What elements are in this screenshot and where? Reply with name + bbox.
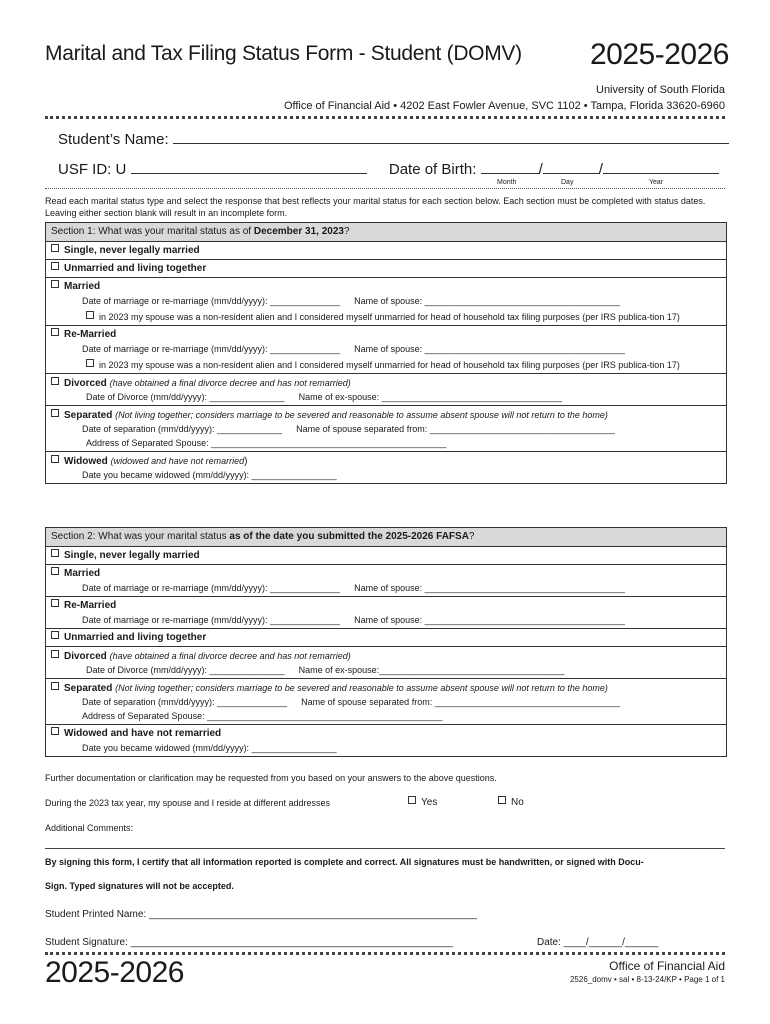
- comments-line[interactable]: [45, 848, 725, 849]
- s1-remarried-date-field[interactable]: Date of marriage or re-marriage (mm/dd/yyyy): ______________: [82, 344, 341, 354]
- s2-single-checkbox[interactable]: [51, 549, 59, 557]
- dob-label: Date of Birth:: [388, 161, 477, 178]
- footer-year: 2025-2026: [45, 956, 184, 989]
- student-signature-field[interactable]: Student Signature: __________________________________________________________: [45, 937, 454, 948]
- usf-id-label: USF ID: U: [58, 161, 127, 178]
- s2-single-option[interactable]: [46, 547, 726, 565]
- s1-separated-label: Separated: [64, 410, 113, 421]
- s1-separated-spouse-field[interactable]: Name of spouse separated from: _____________________________________: [296, 424, 615, 434]
- student-id-row: USF ID: U Date of Birth: / /: [58, 161, 719, 178]
- tax-yes-option[interactable]: [408, 796, 437, 808]
- s2-divorced-option[interactable]: [46, 647, 726, 679]
- s1-married-checkbox[interactable]: [51, 280, 59, 288]
- s1-separated-address-field[interactable]: Address of Separated Spouse: _______________________________________________: [86, 438, 447, 448]
- student-printed-name-field[interactable]: Student Printed Name: ___________________________________________________________: [45, 909, 478, 920]
- s2-separated-label: Separated: [64, 683, 113, 694]
- tax-address-question: During the 2023 tax year, my spouse and I reside at different addresses: [45, 798, 331, 808]
- s2-divorce-date-field[interactable]: Date of Divorce (mm/dd/yyyy): _______________: [86, 665, 285, 675]
- s2-divorced-label: Divorced: [64, 651, 107, 662]
- section-1: [45, 222, 727, 484]
- s1-unmarried-checkbox[interactable]: [51, 262, 59, 270]
- s2-remarried-option[interactable]: [46, 597, 726, 629]
- s2-married-date-field[interactable]: Date of marriage or re-marriage (mm/dd/yyyy): ______________: [82, 583, 341, 593]
- student-divider: [45, 188, 725, 189]
- s2-remarried-date-field[interactable]: Date of marriage or re-marriage (mm/dd/yyyy): ______________: [82, 615, 341, 625]
- section-1-heading: Section 1: What was your marital status as of December 31, 2023?: [46, 223, 726, 242]
- s2-unmarried-option[interactable]: [46, 629, 726, 647]
- additional-comments-label: Additional Comments:: [45, 823, 134, 833]
- certify-statement-line-1: By signing this form, I certify that all information reported is complete and correct. All signatures must be handwritten, or signed with Docu-: [45, 857, 644, 867]
- dob-day-field[interactable]: [543, 161, 599, 174]
- s1-remarried-nra-label: in 2023 my spouse was a non-resident alien and I considered myself unmarried for head of household tax filing purposes (per IRS publica-tion 17): [99, 360, 680, 370]
- further-documentation-note: Further documentation or clarification may be requested from you based on your answers to the above questions.: [45, 773, 497, 783]
- s2-separated-spouse-field[interactable]: Name of spouse separated from: _____________________________________: [301, 697, 620, 707]
- s2-separated-checkbox[interactable]: [51, 682, 59, 690]
- tax-no-checkbox[interactable]: [498, 796, 506, 804]
- university-name: University of South Florida: [596, 84, 725, 96]
- s1-widowed-checkbox[interactable]: [51, 455, 59, 463]
- dob-year-field[interactable]: [603, 161, 719, 174]
- s2-widowed-label: Widowed and have not remarried: [64, 728, 222, 739]
- s2-divorced-note: (have obtained a final divorce decree and has not remarried): [109, 651, 351, 661]
- s1-married-label: Married: [64, 281, 101, 292]
- s2-ex-spouse-field[interactable]: Name of ex-spouse:_____________________________________: [298, 665, 565, 675]
- student-name-field[interactable]: [173, 131, 729, 144]
- usf-id-field[interactable]: [131, 161, 367, 174]
- s2-separation-date-field[interactable]: Date of separation (mm/dd/yyyy): ______________: [82, 697, 288, 707]
- tax-yes-label: Yes: [421, 797, 438, 808]
- s1-divorced-label: Divorced: [64, 378, 107, 389]
- s1-ex-spouse-field[interactable]: Name of ex-spouse: ____________________________________: [298, 392, 562, 402]
- office-address: Office of Financial Aid • 4202 East Fowler Avenue, SVC 1102 • Tampa, Florida 33620-6960: [283, 100, 725, 112]
- s1-married-nra-checkbox[interactable]: [86, 311, 94, 319]
- form-title: Marital and Tax Filing Status Form - Student (DOMV): [45, 42, 522, 65]
- s1-divorce-date-field[interactable]: Date of Divorce (mm/dd/yyyy): _______________: [86, 392, 285, 402]
- s1-single-checkbox[interactable]: [51, 244, 59, 252]
- s1-separated-checkbox[interactable]: [51, 409, 59, 417]
- s2-remarried-checkbox[interactable]: [51, 599, 59, 607]
- header-divider: [45, 116, 725, 119]
- s1-widowed-label: Widowed: [64, 456, 108, 467]
- s2-married-option[interactable]: [46, 565, 726, 597]
- s2-remarried-label: Re-Married: [64, 600, 117, 611]
- s1-married-nra-label: in 2023 my spouse was a non-resident alien and I considered myself unmarried for head of household tax filing purposes (per IRS publica-tion 17): [99, 312, 680, 322]
- s2-widowed-date-field[interactable]: Date you became widowed (mm/dd/yyyy): _________________: [82, 743, 337, 753]
- s1-unmarried-option[interactable]: [46, 260, 726, 278]
- s2-unmarried-checkbox[interactable]: [51, 631, 59, 639]
- tax-no-label: No: [511, 797, 524, 808]
- s1-married-spouse-field[interactable]: Name of spouse: _______________________________________: [354, 296, 620, 306]
- s1-widowed-date-field[interactable]: Date you became widowed (mm/dd/yyyy): _________________: [82, 470, 337, 480]
- dob-month-field[interactable]: [481, 161, 539, 174]
- s2-separated-address-field[interactable]: Address of Separated Spouse: _______________________________________________: [82, 711, 443, 721]
- footer-office: Office of Financial Aid: [609, 959, 725, 973]
- s2-married-spouse-field[interactable]: Name of spouse: ________________________________________: [354, 583, 625, 593]
- section-2-heading: Section 2: What was your marital status as of the date you submitted the 2025-2026 FAFSA?: [46, 528, 726, 547]
- s1-remarried-label: Re-Married: [64, 329, 117, 340]
- s1-separated-note: (Not living together; considers marriage to be severed and reasonable to assume absent spouse will not return to the home): [115, 410, 608, 420]
- signature-date-field[interactable]: Date: ____/______/______: [537, 937, 659, 948]
- dob-day-caption: Day: [561, 179, 574, 186]
- s1-unmarried-label: Unmarried and living together: [64, 263, 207, 274]
- s1-divorced-option[interactable]: [46, 374, 726, 406]
- s2-remarried-spouse-field[interactable]: Name of spouse: ________________________________________: [354, 615, 625, 625]
- s1-single-option[interactable]: [46, 242, 726, 260]
- s2-unmarried-label: Unmarried and living together: [64, 632, 207, 643]
- student-name-label: Student’s Name:: [58, 131, 169, 148]
- dob-year-caption: Year: [649, 179, 664, 186]
- s2-married-label: Married: [64, 568, 101, 579]
- s2-divorced-checkbox[interactable]: [51, 650, 59, 658]
- s2-separated-option[interactable]: [46, 679, 726, 725]
- s1-divorced-note: (have obtained a final divorce decree and has not remarried): [109, 378, 351, 388]
- s1-remarried-nra-checkbox[interactable]: [86, 359, 94, 367]
- footer-divider: [45, 952, 725, 955]
- section-2: [45, 527, 727, 757]
- s1-single-label: Single, never legally married: [64, 245, 200, 256]
- form-year: 2025-2026: [590, 38, 729, 71]
- s2-separated-note: (Not living together; considers marriage to be severed and reasonable to assume absent spouse will not return to the home): [115, 683, 608, 693]
- s1-remarried-spouse-field[interactable]: Name of spouse: ________________________________________: [354, 344, 625, 354]
- dob-month-caption: Month: [497, 179, 517, 186]
- tax-yes-checkbox[interactable]: [408, 796, 416, 804]
- s2-married-checkbox[interactable]: [51, 567, 59, 575]
- s1-remarried-option[interactable]: [46, 326, 726, 374]
- s2-single-label: Single, never legally married: [64, 550, 200, 561]
- student-name-row: [58, 131, 729, 148]
- s1-separated-option[interactable]: [46, 406, 726, 452]
- tax-no-option[interactable]: [498, 796, 524, 808]
- s2-widowed-option[interactable]: [46, 725, 726, 756]
- s1-widowed-option[interactable]: Widowed (widowed and have not remarried) Date you became widowed (mm/dd/yyyy): _________________: [46, 452, 726, 483]
- s1-married-date-field[interactable]: Date of marriage or re-marriage (mm/dd/yyyy): ______________: [82, 296, 341, 306]
- certify-statement-line-2: Sign. Typed signatures will not be accepted.: [45, 881, 234, 891]
- s2-widowed-checkbox[interactable]: [51, 727, 59, 735]
- s1-remarried-checkbox[interactable]: [51, 328, 59, 336]
- s1-divorced-checkbox[interactable]: [51, 377, 59, 385]
- s1-married-option[interactable]: [46, 278, 726, 326]
- s1-widowed-note: (widowed and have not remarried: [110, 456, 245, 466]
- form-code: 2526_domv • sal • 8-13-24/KP • Page 1 of 1: [569, 975, 725, 984]
- instructions: Read each marital status type and select the response that best reflects your marital status for each section below. Each section must be completed with status dates. Leaving either section blank will result in an incomplete form.: [45, 196, 706, 218]
- s1-separation-date-field[interactable]: Date of separation (mm/dd/yyyy): _____________: [82, 424, 283, 434]
